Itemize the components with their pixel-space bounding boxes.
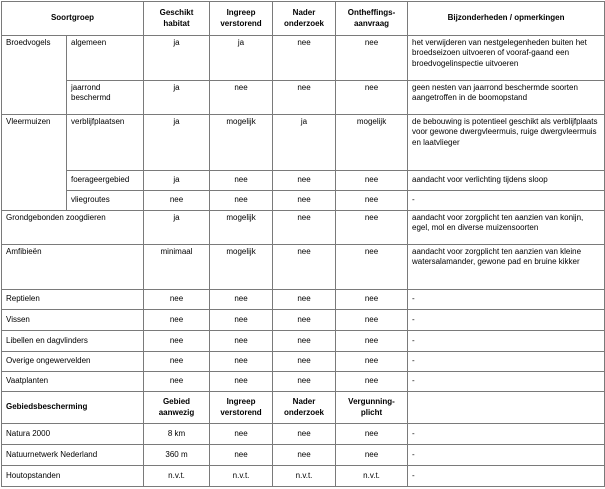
cell-note: - <box>408 466 605 487</box>
col-soortgroep: Soortgroep <box>2 2 144 36</box>
area-nnn: Natuurnetwerk Nederland <box>2 445 144 466</box>
table-row <box>2 81 605 115</box>
sub-algemeen: algemeen <box>67 36 144 81</box>
cell-nader: nee <box>273 445 336 466</box>
group-broedvogels: Broedvogels <box>2 36 67 115</box>
cell-note: aandacht voor zorgplicht ten aanzien van konijn, egel, mol en diverse muizensoorten <box>408 211 605 245</box>
cell-habitat: nee <box>144 290 210 310</box>
col-gebied-aanwezig: Gebied aanwezig <box>144 392 210 424</box>
cell-habitat: ja <box>144 81 210 115</box>
cell-note: - <box>408 290 605 310</box>
cell-ingreep: nee <box>210 445 273 466</box>
cell-nader: nee <box>273 372 336 392</box>
cell-ontheffing: nee <box>336 310 408 331</box>
cell-ingreep: ja <box>210 36 273 81</box>
cell-habitat: nee <box>144 191 210 211</box>
cell-ingreep: nee <box>210 372 273 392</box>
cell-nader: nee <box>273 290 336 310</box>
table-row <box>2 36 605 81</box>
cell-habitat: nee <box>144 372 210 392</box>
cell-note: - <box>408 372 605 392</box>
col-ingreep: Ingreep verstorend <box>210 2 273 36</box>
group-vleermuizen: Vleermuizen <box>2 115 67 211</box>
table-row <box>2 466 605 487</box>
cell-ingreep: nee <box>210 191 273 211</box>
cell-ontheffing: nee <box>336 81 408 115</box>
area-natura: Natura 2000 <box>2 424 144 445</box>
cell-nader: nee <box>273 352 336 372</box>
cell-ontheffing: nee <box>336 331 408 352</box>
group-libellen: Libellen en dagvlinders <box>2 331 144 352</box>
table-row <box>2 171 605 191</box>
cell-ontheffing: nee <box>336 191 408 211</box>
cell-nader: nee <box>273 424 336 445</box>
table-row <box>2 290 605 310</box>
cell-ontheffing: nee <box>336 36 408 81</box>
cell-habitat: nee <box>144 331 210 352</box>
table-row <box>2 352 605 372</box>
group-vaatplanten: Vaatplanten <box>2 372 144 392</box>
col-bijzonderheden: Bijzonderheden / opmerkingen <box>408 2 605 36</box>
group-amfibieen: Amfibieën <box>2 245 144 290</box>
sub-jaarrond: jaarrond beschermd <box>67 81 144 115</box>
cell-vergunning: nee <box>336 424 408 445</box>
cell-ingreep: nee <box>210 81 273 115</box>
table-row <box>2 115 605 171</box>
table-row <box>2 310 605 331</box>
cell-nader: nee <box>273 191 336 211</box>
col-empty <box>408 392 605 424</box>
cell-habitat: ja <box>144 115 210 171</box>
cell-aanwezig: n.v.t. <box>144 466 210 487</box>
cell-note: - <box>408 445 605 466</box>
cell-nader: nee <box>273 310 336 331</box>
cell-note: - <box>408 331 605 352</box>
cell-note: het verwijderen van nestgelegenheden buiten het broedseizoen uitvoeren of vooraf-gaand een broedvogelinspectie uitvoeren <box>408 36 605 81</box>
cell-vergunning: n.v.t. <box>336 466 408 487</box>
cell-aanwezig: 8 km <box>144 424 210 445</box>
cell-habitat: nee <box>144 352 210 372</box>
cell-ingreep: nee <box>210 171 273 191</box>
group-overige: Overige ongewervelden <box>2 352 144 372</box>
cell-nader: n.v.t. <box>273 466 336 487</box>
cell-nader: nee <box>273 245 336 290</box>
sub-vliegroutes: vliegroutes <box>67 191 144 211</box>
col-gebiedsbescherming: Gebiedsbescherming <box>2 392 144 424</box>
cell-note: aandacht voor zorgplicht ten aanzien van kleine watersalamander, gewone pad en bruine kikker <box>408 245 605 290</box>
cell-ingreep: nee <box>210 424 273 445</box>
cell-ingreep: nee <box>210 290 273 310</box>
cell-habitat: ja <box>144 211 210 245</box>
cell-ingreep: nee <box>210 331 273 352</box>
cell-ingreep: n.v.t. <box>210 466 273 487</box>
cell-habitat: minimaal <box>144 245 210 290</box>
cell-note: - <box>408 352 605 372</box>
cell-ingreep: mogelijk <box>210 115 273 171</box>
table-row <box>2 424 605 445</box>
col-ingreep-2: Ingreep verstorend <box>210 392 273 424</box>
cell-ontheffing: nee <box>336 290 408 310</box>
col-nader: Nader onderzoek <box>273 2 336 36</box>
cell-ontheffing: nee <box>336 245 408 290</box>
cell-note: aandacht voor verlichting tijdens sloop <box>408 171 605 191</box>
table-row <box>2 372 605 392</box>
cell-nader: nee <box>273 211 336 245</box>
cell-nader: ja <box>273 115 336 171</box>
table-row <box>2 331 605 352</box>
group-grondgebonden: Grondgebonden zoogdieren <box>2 211 144 245</box>
table-row <box>2 445 605 466</box>
cell-ontheffing: nee <box>336 171 408 191</box>
cell-ontheffing: nee <box>336 211 408 245</box>
group-vissen: Vissen <box>2 310 144 331</box>
cell-note: - <box>408 191 605 211</box>
table-row <box>2 245 605 290</box>
cell-ingreep: mogelijk <box>210 245 273 290</box>
cell-habitat: nee <box>144 310 210 331</box>
cell-vergunning: nee <box>336 445 408 466</box>
sub-foerageer: foerageergebied <box>67 171 144 191</box>
cell-note: - <box>408 310 605 331</box>
species-table <box>1 1 605 487</box>
cell-nader: nee <box>273 331 336 352</box>
header-row-gebied <box>2 392 605 424</box>
table-row <box>2 191 605 211</box>
cell-nader: nee <box>273 81 336 115</box>
col-ontheffing: Ontheffings-aanvraag <box>336 2 408 36</box>
cell-ontheffing: mogelijk <box>336 115 408 171</box>
cell-nader: nee <box>273 36 336 81</box>
cell-note: - <box>408 424 605 445</box>
cell-note: de bebouwing is potentieel geschikt als verblijfplaats voor gewone dwergvleermuis, ruige dwergvleermuis en laatvlieger <box>408 115 605 171</box>
cell-habitat: ja <box>144 36 210 81</box>
cell-nader: nee <box>273 171 336 191</box>
table-row <box>2 211 605 245</box>
cell-ingreep: nee <box>210 310 273 331</box>
cell-ingreep: nee <box>210 352 273 372</box>
cell-ontheffing: nee <box>336 352 408 372</box>
cell-ingreep: mogelijk <box>210 211 273 245</box>
cell-ontheffing: nee <box>336 372 408 392</box>
cell-habitat: ja <box>144 171 210 191</box>
col-geschikt-habitat: Geschikt habitat <box>144 2 210 36</box>
cell-note: geen nesten van jaarrond beschermde soorten aangetroffen in de boomopstand <box>408 81 605 115</box>
group-reptielen: Reptielen <box>2 290 144 310</box>
col-nader-2: Nader onderzoek <box>273 392 336 424</box>
area-hout: Houtopstanden <box>2 466 144 487</box>
header-row <box>2 2 605 36</box>
sub-verblijf: verblijfplaatsen <box>67 115 144 171</box>
cell-aanwezig: 360 m <box>144 445 210 466</box>
col-vergunning: Vergunning-plicht <box>336 392 408 424</box>
